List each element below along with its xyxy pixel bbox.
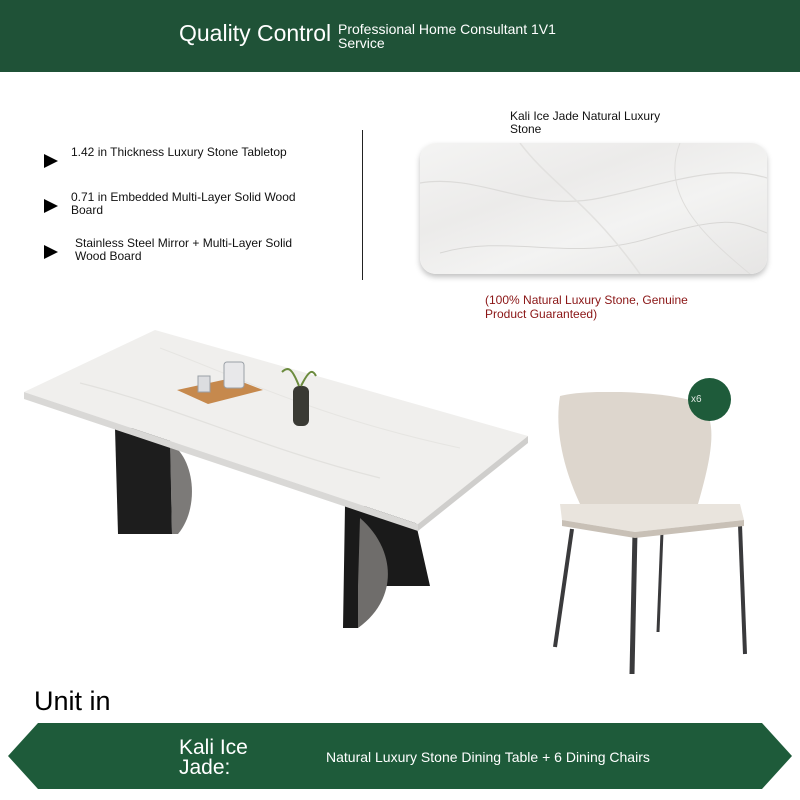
marble-veins <box>420 143 767 274</box>
header-subtitle: Professional Home Consultant 1V1 Service <box>338 21 556 51</box>
unit-label: Unit in <box>34 686 111 716</box>
dining-chair-image <box>550 392 750 677</box>
product-name: Kali Ice Jade: <box>179 736 248 779</box>
guarantee-note: (100% Natural Luxury Stone, Genuine Product Guaranteed) <box>485 293 688 321</box>
quantity-label: x6 <box>691 394 702 405</box>
play-arrow-icon <box>44 199 58 213</box>
product-description: Natural Luxury Stone Dining Table + 6 Dining Chairs <box>326 749 650 765</box>
feature-text: Stainless Steel Mirror + Multi-Layer Solid Wood Board <box>75 236 293 263</box>
feature-text: 0.71 in Embedded Multi-Layer Solid Wood Board <box>71 190 296 217</box>
feature-text: 1.42 in Thickness Luxury Stone Tabletop <box>71 145 287 159</box>
header-title: Quality Control <box>179 20 332 46</box>
play-arrow-icon <box>44 245 58 259</box>
feature-item <box>44 146 314 176</box>
header-banner <box>0 0 800 72</box>
feature-item <box>44 237 314 267</box>
dining-table-image <box>20 328 535 633</box>
stone-name: Kali Ice Jade Natural Luxury Stone <box>510 109 661 136</box>
feature-item <box>44 191 314 221</box>
play-arrow-icon <box>44 154 58 168</box>
quantity-badge <box>688 378 731 421</box>
vertical-divider <box>362 130 363 280</box>
stone-swatch-image <box>420 143 767 274</box>
